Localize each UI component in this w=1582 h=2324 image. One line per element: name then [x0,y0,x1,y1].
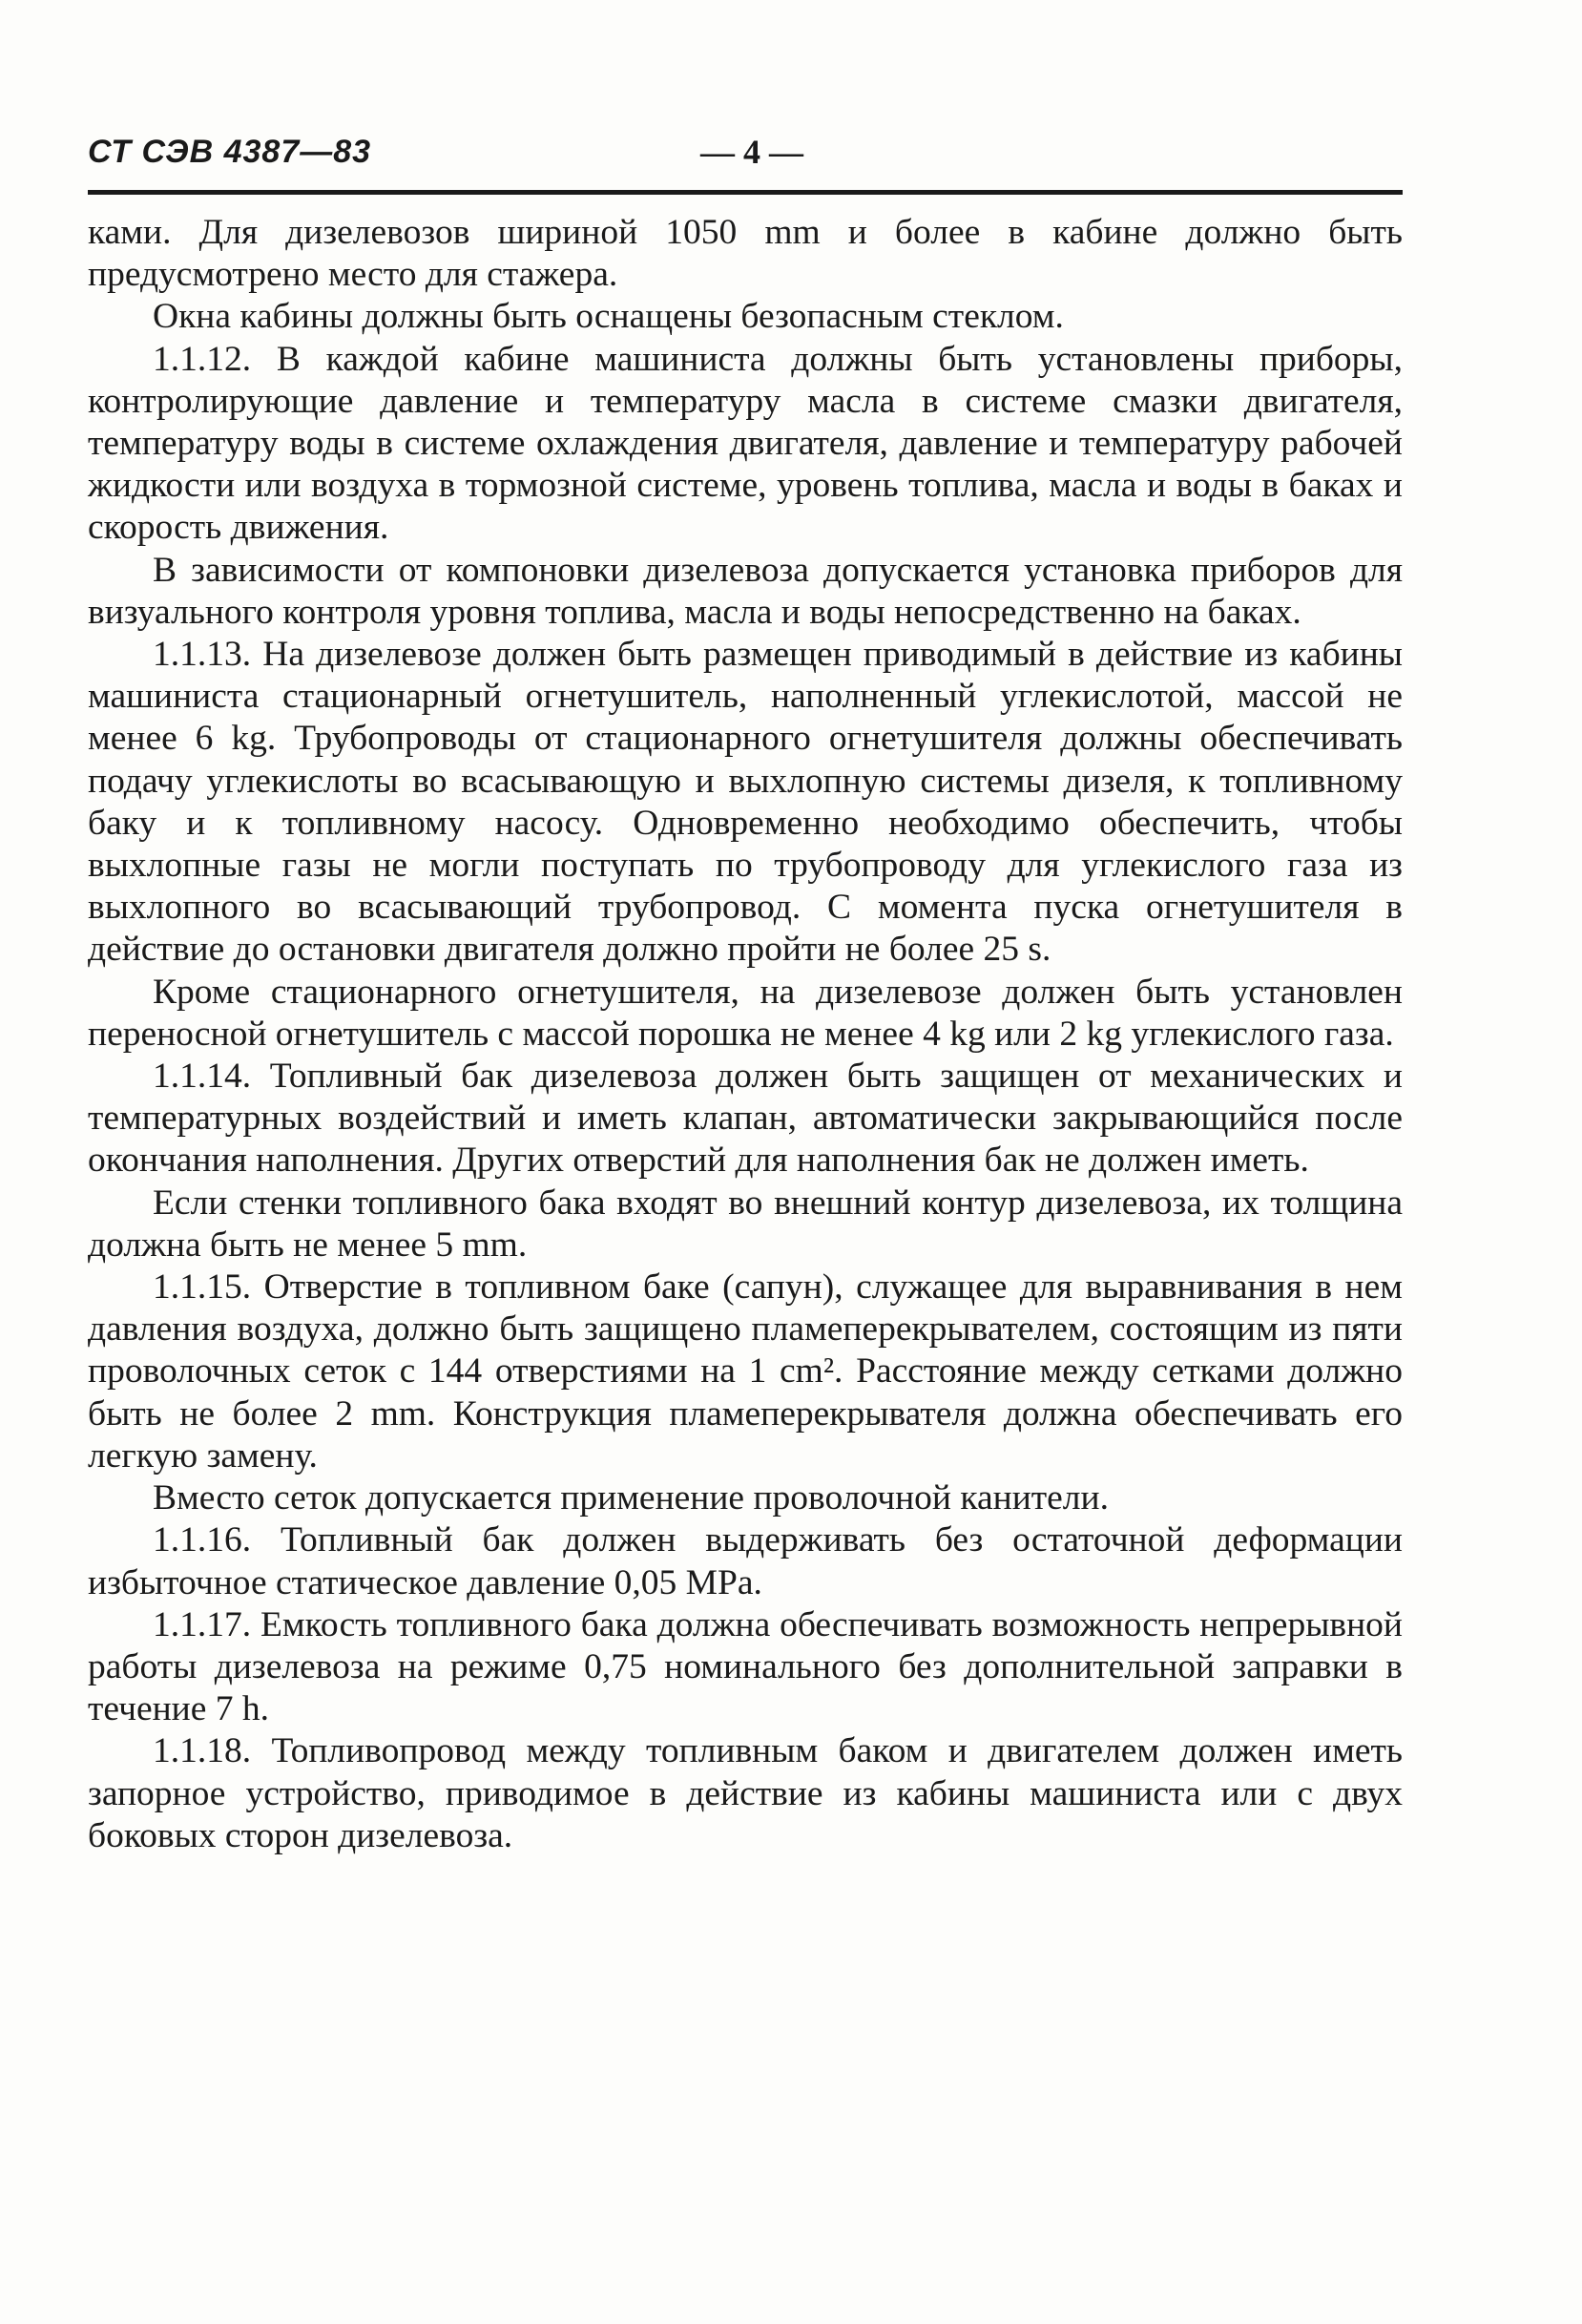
document-code: СТ СЭВ 4387—83 [88,134,372,170]
paragraph-1-1-16: 1.1.16. Топливный бак должен выдерживать без остаточной деформации избыточное статическое давление 0,05 MPa. [88,1520,1403,1602]
paragraph-wire-alternative: Вместо сеток допускается применение проволочной канители. [153,1478,1109,1518]
paragraph-1-1-18: 1.1.18. Топливопровод между топливным баком и двигателем должен иметь запорное устройство, приводимое в действие из кабины машиниста или с двух боковых сторон дизелевоза. [88,1731,1403,1855]
paragraph-1-1-13: 1.1.13. На дизелевозе должен быть размещен приводимый в действие из кабины машиниста стационарный огнетушитель, наполненный углекислотой, массой не менее 6 kg. Трубопроводы от стационарного огнетушителя должны обеспечивать подачу углекислоты во всасывающую и выхлопную системы дизеля, к топливному баку и к топливному насосу. Одновременно необходимо обеспечить, чтобы выхлопные газы не могли поступать по трубопроводу для углекислого газа из выхлопного во всасывающий трубопровод. С момента пуска огнетушителя в действие до остановки двигателя должно пройти не более 25 s. [88,635,1403,970]
header-rule [88,190,1403,195]
paragraph-instruments-on-tanks: В зависимости от компоновки дизелевоза допускается установка приборов для визуального контроля уровня топлива, масла и воды непосредственно на баках. [88,550,1403,632]
paragraph-1-1-12: 1.1.12. В каждой кабине машиниста должны быть установлены приборы, контролирующие давление и температуру масла в системе смазки двигателя, температуру воды в системе охлаждения двигателя, давление и температуру рабочей жидкости или воздуха в тормозной системе, уровень топлива, масла и воды в баках и скорость движения. [88,339,1403,548]
paragraph-1-1-15: 1.1.15. Отверстие в топливном баке (сапун), служащее для выравнивания в нем давления воздуха, должно быть защищено пламеперекрывателем, состоящим из пяти проволочных сеток с 144 отверстиями на 1 cm². Расстояние между сетками должно быть не более 2 mm. Конструкция пламеперекрывателя должна обеспечивать его легкую замену. [88,1267,1403,1476]
paragraph-continuation: ками. Для дизелевозов шириной 1050 mm и более в кабине должно быть предусмотрено место для стажера. [88,213,1403,295]
paragraph-1-1-14: 1.1.14. Топливный бак дизелевоза должен быть защищен от механических и температурных воздействий и иметь клапан, автоматически закрывающийся после окончания наполнения. Других отверстий для наполнения бак не должен иметь. [88,1057,1403,1181]
page-number: — 4 — [700,133,803,171]
paragraph-cab-windows: Окна кабины должны быть оснащены безопасным стеклом. [153,297,1064,337]
document-body [88,212,1403,1857]
paragraph-1-1-17: 1.1.17. Емкость топливного бака должна обеспечивать возможность непрерывной работы дизелевоза на режиме 0,75 номинального без дополнительной заправки в течение 7 h. [88,1604,1403,1729]
paragraph-tank-wall-thickness: Если стенки топливного бака входят во внешний контур дизелевоза, их толщина должна быть не менее 5 mm. [88,1183,1403,1265]
page-header [88,134,1403,183]
paragraph-portable-extinguisher: Кроме стационарного огнетушителя, на дизелевозе должен быть установлен переносной огнетушитель с массой порошка не менее 4 kg или 2 kg углекислого газа. [88,972,1403,1054]
